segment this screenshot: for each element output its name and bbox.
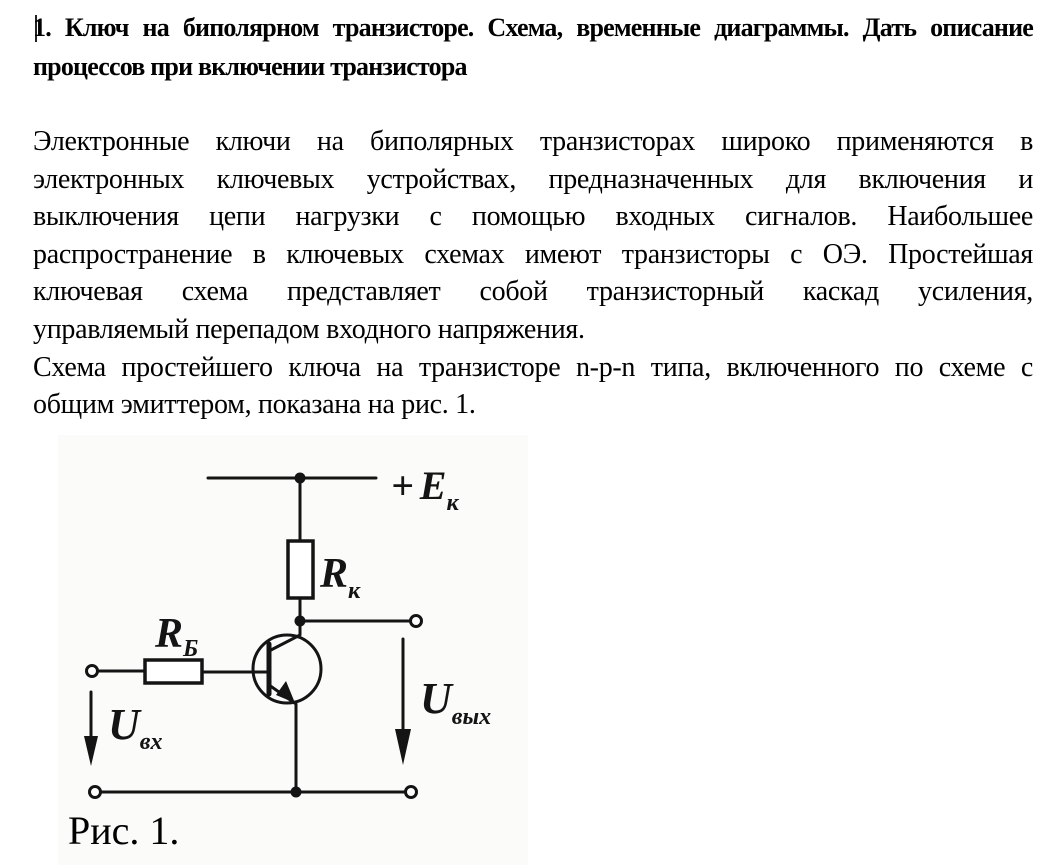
ground-left-terminal — [90, 787, 101, 798]
output-voltage-arrowhead — [395, 729, 411, 765]
output-terminal — [411, 616, 422, 627]
base-resistor — [145, 660, 202, 683]
heading-line: процессов при включении транзистора — [33, 52, 467, 81]
document-heading — [33, 8, 1033, 86]
input-voltage-label: $U_{вх}$ — [108, 700, 163, 755]
transistor-switch-circuit — [68, 463, 491, 853]
body-line: электронных ключевых устройствах, предназначенных для включения и — [33, 163, 1033, 195]
body-line: Электронные ключи на биполярных транзисторах широко применяются в — [33, 126, 1033, 157]
input-terminal — [87, 666, 98, 677]
collector-resistor-label: $R_к$ — [320, 551, 361, 604]
input-voltage-arrowhead — [84, 736, 98, 766]
body-line: Схема простейшего ключа на транзисторе n-p-n типа, включенного по схеме с — [33, 351, 1033, 383]
body-line: общим эмиттером, показана на рис. 1. — [33, 389, 476, 421]
body-line: управляемый перепадом входного напряжения. — [33, 313, 585, 345]
circuit-diagram-svg — [58, 435, 528, 865]
base-resistor-label: $R_Б$ — [155, 611, 199, 662]
document-body — [33, 123, 1033, 424]
body-line: ключевая схема представляет собой транзисторный каскад усиления, — [33, 276, 1033, 308]
emitter-junction-dot — [291, 787, 302, 798]
figure-caption: Рис. 1. — [68, 808, 180, 853]
collector-resistor — [288, 541, 313, 598]
ground-right-terminal — [406, 787, 417, 798]
output-voltage-label: $U_{вых}$ — [420, 674, 492, 730]
emitter-arrowhead — [276, 681, 295, 703]
body-line: выключения цепи нагрузки с помощью входных сигналов. Наибольшее — [33, 201, 1033, 233]
figure-1 — [58, 435, 528, 865]
body-line: распространение в ключевых схемах имеют транзисторы с ОЭ. Простейшая — [33, 238, 1033, 270]
heading-line: 1. Ключ на биполярном транзисторе. Схема, временные диаграммы. Дать описание — [33, 13, 1033, 42]
supply-voltage-label: + $E_к$ — [391, 463, 459, 516]
